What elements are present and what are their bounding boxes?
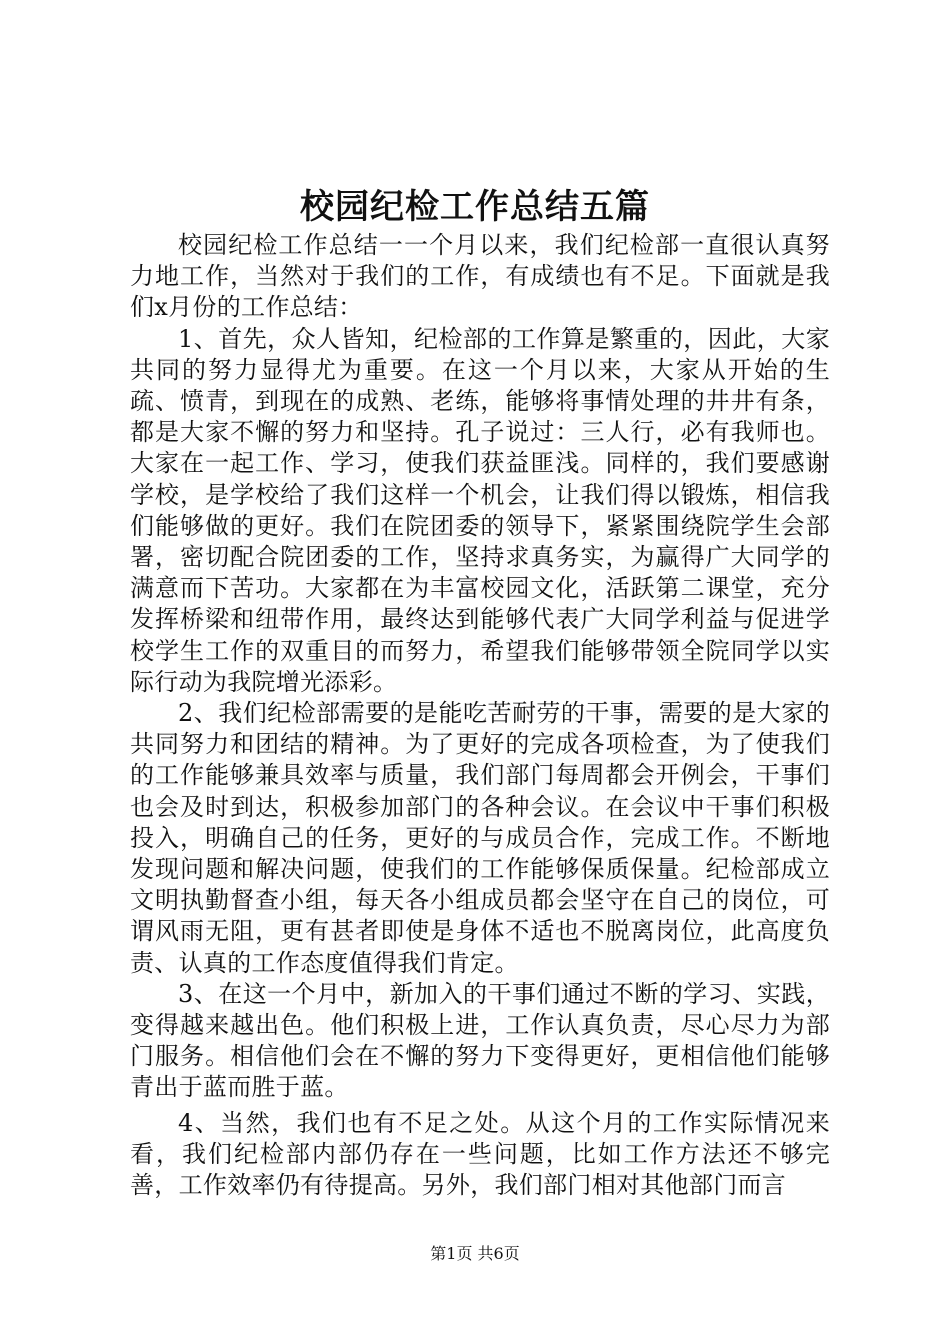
- paragraph-intro: 校园纪检工作总结一一个月以来，我们纪检部一直很认真努力地工作，当然对于我们的工作，有成绩也有不足。下面就是我们x月份的工作总结：: [130, 231, 830, 322]
- paragraph-1: 1、首先，众人皆知，纪检部的工作算是繁重的，因此，大家共同的努力显得尤为重要。在这一个月以来，大家从开始的生疏、愤青，到现在的成熟、老练，能够将事情处理的井井有条，都是大家不懈的努力和坚持。孔子说过：三人行，必有我师也。大家在一起工作、学习，使我们获益匪浅。同样的，我们要感谢学校，是学校给了我们这样一个机会，让我们得以锻炼，相信我们能够做的更好。我们在院团委的领导下，紧紧围绕院学生会部署，密切配合院团委的工作，坚持求真务实，为赢得广大同学的满意而下苦功。大家都在为丰富校园文化，活跃第二课堂，充分发挥桥梁和纽带作用，最终达到能够代表广大同学利益与促进学校学生工作的双重目的而努力，希望我们能够带领全院同学以实际行动为我院增光添彩。: [130, 324, 830, 696]
- document-body: [130, 230, 830, 1201]
- paragraph-4: 4、当然，我们也有不足之处。从这个月的工作实际情况来看，我们纪检部内部仍存在一些问题，比如工作方法还不够完善，工作效率仍有待提高。另外，我们部门相对其他部门而言: [130, 1108, 830, 1200]
- document-title: 校园纪检工作总结五篇: [300, 187, 650, 227]
- paragraph-2: 2、我们纪检部需要的是能吃苦耐劳的干事，需要的是大家的共同努力和团结的精神。为了更好的完成各项检查，为了使我们的工作能够兼具效率与质量，我们部门每周都会开例会，干事们也会及时到达，积极参加部门的各种会议。在会议中干事们积极投入，明确自己的任务，更好的与成员合作，完成工作。不断地发现问题和解决问题，使我们的工作能够保质保量。纪检部成立文明执勤督查小组，每天各小组成员都会坚守在自己的岗位，可谓风雨无阻，更有甚者即使是身体不适也不脱离岗位，此高度负责、认真的工作态度值得我们肯定。: [130, 699, 830, 977]
- paragraph-3: 3、在这一个月中，新加入的干事们通过不断的学习、实践，变得越来越出色。他们积极上进，工作认真负责，尽心尽力为部门服务。相信他们会在不懈的努力下变得更好，更相信他们能够青出于蓝而胜于蓝。: [130, 979, 830, 1102]
- page-footer: 第1页 共6页: [430, 1244, 520, 1263]
